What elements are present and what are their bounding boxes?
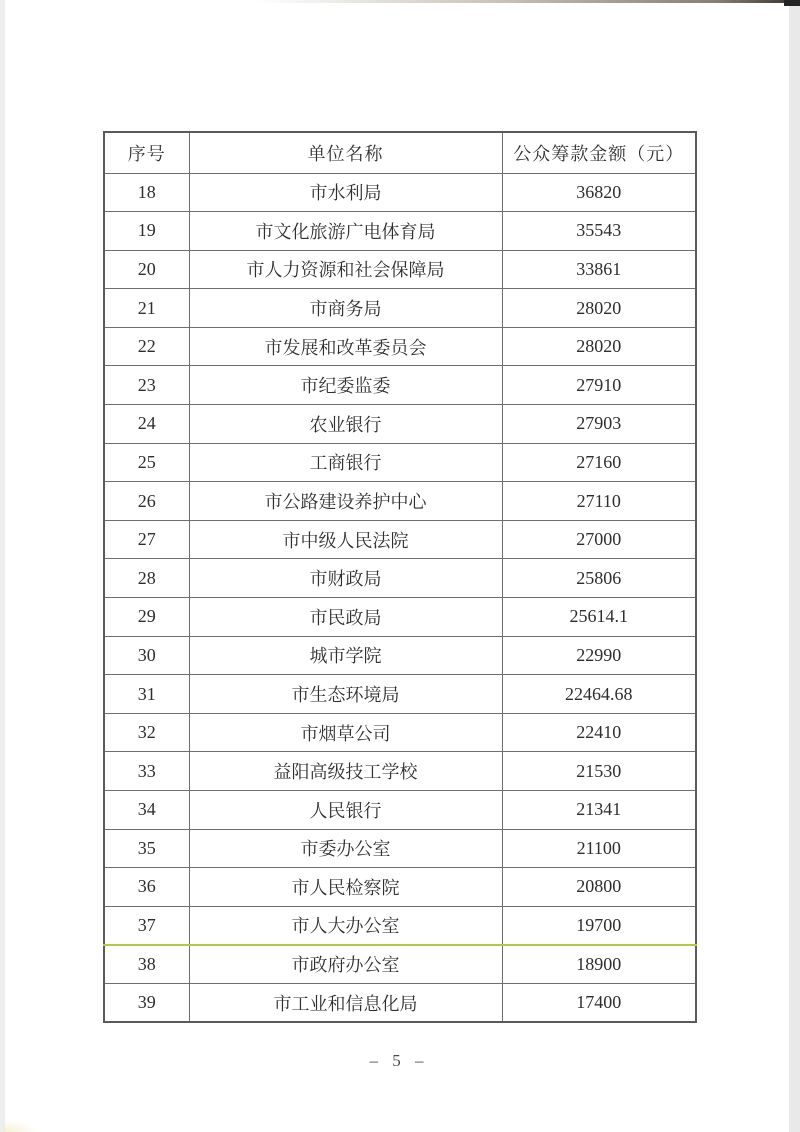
cell-serial: 23: [104, 366, 189, 405]
table-row: [104, 173, 696, 212]
cell-amount: 19700: [502, 906, 696, 945]
table-row: [104, 829, 696, 868]
cell-amount: 28020: [502, 327, 696, 366]
cell-amount: 27160: [502, 443, 696, 482]
col-header-unit-name: 单位名称: [189, 132, 502, 173]
cell-unit-name: 市政府办公室: [189, 945, 502, 984]
cell-unit-name: 市烟草公司: [189, 713, 502, 752]
table-row: [104, 327, 696, 366]
cell-unit-name: 市财政局: [189, 559, 502, 598]
cell-amount: 21341: [502, 791, 696, 830]
cell-unit-name: 市人大办公室: [189, 906, 502, 945]
cell-amount: 27110: [502, 482, 696, 521]
cell-serial: 37: [104, 906, 189, 945]
table-row: [104, 559, 696, 598]
cell-amount: 17400: [502, 983, 696, 1022]
scan-top-right-mark: [784, 0, 800, 6]
cell-amount: 25614.1: [502, 598, 696, 637]
table-row: [104, 868, 696, 907]
table-row: [104, 520, 696, 559]
cell-serial: 28: [104, 559, 189, 598]
cell-unit-name: 市人民检察院: [189, 868, 502, 907]
table-row: [104, 791, 696, 830]
cell-unit-name: 市水利局: [189, 173, 502, 212]
cell-serial: 32: [104, 713, 189, 752]
cell-unit-name: 市委办公室: [189, 829, 502, 868]
cell-serial: 30: [104, 636, 189, 675]
table-row: [104, 906, 696, 945]
cell-amount: 35543: [502, 212, 696, 251]
cell-amount: 36820: [502, 173, 696, 212]
cell-serial: 19: [104, 212, 189, 251]
table-row: [104, 366, 696, 405]
cell-amount: 27903: [502, 405, 696, 444]
table-header-row: [104, 132, 696, 173]
cell-unit-name: 市工业和信息化局: [189, 983, 502, 1022]
cell-amount: 27910: [502, 366, 696, 405]
cell-unit-name: 市文化旅游广电体育局: [189, 212, 502, 251]
cell-unit-name: 益阳高级技工学校: [189, 752, 502, 791]
cell-amount: 28020: [502, 289, 696, 328]
cell-serial: 36: [104, 868, 189, 907]
cell-amount: 33861: [502, 250, 696, 289]
cell-unit-name: 人民银行: [189, 791, 502, 830]
cell-unit-name: 城市学院: [189, 636, 502, 675]
table-row: [104, 983, 696, 1022]
cell-serial: 22: [104, 327, 189, 366]
cell-amount: 22464.68: [502, 675, 696, 714]
cell-serial: 38: [104, 945, 189, 984]
cell-serial: 20: [104, 250, 189, 289]
cell-amount: 22990: [502, 636, 696, 675]
cell-serial: 26: [104, 482, 189, 521]
cell-amount: 25806: [502, 559, 696, 598]
scan-bottom-left-stain: [4, 1120, 40, 1132]
cell-unit-name: 市发展和改革委员会: [189, 327, 502, 366]
cell-serial: 33: [104, 752, 189, 791]
cell-serial: 25: [104, 443, 189, 482]
cell-unit-name: 市民政局: [189, 598, 502, 637]
table-row: [104, 289, 696, 328]
table-row: [104, 443, 696, 482]
cell-unit-name: 工商银行: [189, 443, 502, 482]
cell-unit-name: 市中级人民法院: [189, 520, 502, 559]
cell-serial: 35: [104, 829, 189, 868]
page-number: – 5 –: [369, 1051, 429, 1070]
cell-serial: 39: [104, 983, 189, 1022]
cell-amount: 18900: [502, 945, 696, 984]
scan-top-line: [255, 0, 800, 3]
cell-serial: 24: [104, 405, 189, 444]
table-row: [104, 598, 696, 637]
table-row: [104, 752, 696, 791]
cell-amount: 20800: [502, 868, 696, 907]
cell-unit-name: 市生态环境局: [189, 675, 502, 714]
fundraising-table: [103, 131, 697, 1023]
cell-amount: 22410: [502, 713, 696, 752]
cell-serial: 18: [104, 173, 189, 212]
cell-amount: 27000: [502, 520, 696, 559]
cell-unit-name: 市商务局: [189, 289, 502, 328]
cell-serial: 27: [104, 520, 189, 559]
cell-unit-name: 市纪委监委: [189, 366, 502, 405]
cell-serial: 29: [104, 598, 189, 637]
cell-serial: 21: [104, 289, 189, 328]
table-row: [104, 713, 696, 752]
scan-edge-right: [789, 0, 800, 1132]
cell-unit-name: 农业银行: [189, 405, 502, 444]
table-row: [104, 405, 696, 444]
scan-edge-left: [0, 0, 5, 1132]
cell-amount: 21100: [502, 829, 696, 868]
table-row: [104, 636, 696, 675]
cell-unit-name: 市公路建设养护中心: [189, 482, 502, 521]
table-row: [104, 212, 696, 251]
cell-amount: 21530: [502, 752, 696, 791]
col-header-serial: 序号: [104, 132, 189, 173]
table-row: [104, 482, 696, 521]
cell-unit-name: 市人力资源和社会保障局: [189, 250, 502, 289]
table-row: [104, 250, 696, 289]
col-header-amount: 公众筹款金额（元）: [502, 132, 696, 173]
table-row: [104, 675, 696, 714]
cell-serial: 34: [104, 791, 189, 830]
cell-serial: 31: [104, 675, 189, 714]
table-row: [104, 945, 696, 984]
